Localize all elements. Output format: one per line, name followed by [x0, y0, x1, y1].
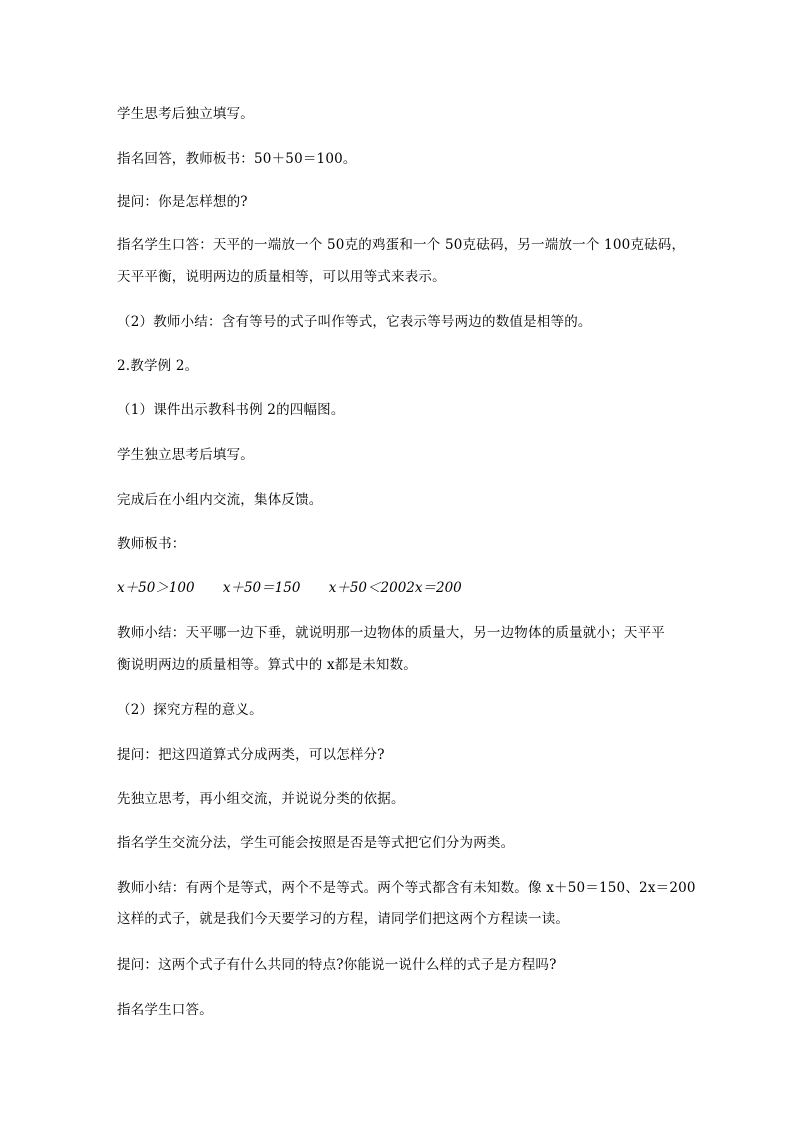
text-line: 2.教学例 2。 [117, 358, 199, 374]
text-line: 指名学生口答。 [117, 1002, 213, 1018]
text-line: 教师板书： [117, 536, 186, 552]
equation: x＋50＜2002x＝200 [328, 580, 462, 596]
text-line: 提问：你是怎样想的? [117, 194, 248, 210]
text-line: 天平平衡，说明两边的质量相等，可以用等式来表示。 [117, 269, 446, 285]
equation: x＋50＝150 [222, 580, 301, 596]
text-line: 提问：这两个式子有什么共同的特点?你能说一说什么样的式子是方程吗? [117, 957, 557, 973]
equation: x＋50＞100 [117, 580, 195, 596]
text-line: 教师小结：有两个是等式，两个不是等式。两个等式都含有未知数。像 x＋50＝150、2x＝200 [117, 880, 696, 896]
text-line: 学生独立思考后填写。 [117, 447, 254, 463]
text-line: 教师小结：天平哪一边下垂，就说明那一边物体的质量大，另一边物体的质量就小；天平平 [117, 625, 665, 641]
text-line: 完成后在小组内交流，集体反馈。 [117, 492, 323, 508]
text-line: 学生思考后独立填写。 [117, 106, 254, 122]
text-line: 这样的式子，就是我们今天要学习的方程，请同学们把这两个方程读一读。 [117, 911, 570, 927]
text-line: 衡说明两边的质量相等。算式中的 x都是未知数。 [117, 657, 418, 673]
text-line: （2）教师小结：含有等号的式子叫作等式，它表示等号两边的数值是相等的。 [117, 314, 592, 330]
text-line: 提问：把这四道算式分成两类，可以怎样分? [117, 747, 385, 763]
text-line: 指名学生口答：天平的一端放一个 50克的鸡蛋和一个 50克砝码，另一端放一个 100克砝码， [117, 237, 686, 253]
text-line: （2）探究方程的意义。 [117, 702, 263, 718]
text-line: 指名学生交流分法，学生可能会按照是否是等式把它们分为两类。 [117, 835, 515, 851]
equation-row [117, 578, 486, 598]
text-line: （1）课件出示教科书例 2的四幅图。 [117, 402, 345, 418]
text-line: 先独立思考，再小组交流，并说说分类的依据。 [117, 791, 405, 807]
text-line: 指名回答，教师板书：50＋50＝100。 [117, 151, 357, 167]
